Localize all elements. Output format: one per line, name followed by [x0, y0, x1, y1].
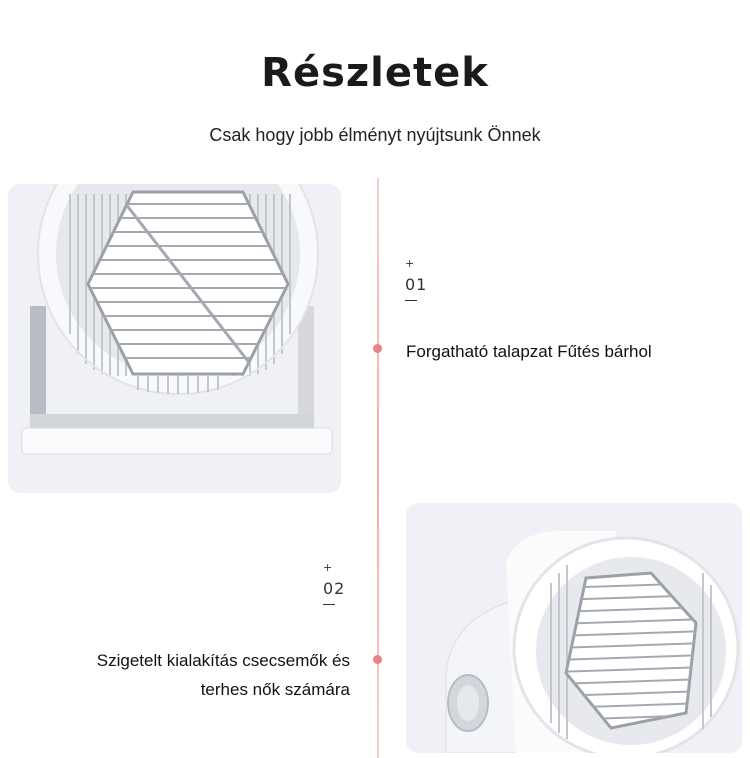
step-number: 02	[323, 579, 346, 598]
step-rule	[323, 604, 335, 605]
step-rule	[405, 300, 417, 301]
timeline-dot-1	[373, 344, 382, 353]
step-02	[323, 562, 345, 605]
feature-text-02-line-2: terhes nők számára	[200, 680, 350, 699]
page-subtitle: Csak hogy jobb élményt nyújtsunk Önnek	[209, 125, 541, 145]
feature-text-02	[20, 646, 350, 704]
step-plus-mark: +	[323, 561, 333, 574]
product-image-angled	[406, 503, 742, 753]
feature-text-02-line-1: Szigetelt kialakítás csecsemők és	[96, 651, 350, 670]
step-plus-mark: +	[405, 257, 415, 270]
feature-text-01: Forgatható talapzat Fűtés bárhol	[406, 342, 652, 361]
page-title: Részletek	[261, 50, 489, 96]
step-01	[405, 258, 427, 301]
step-number: 01	[405, 275, 428, 294]
timeline-dot-2	[373, 655, 382, 664]
timeline-divider	[377, 178, 379, 758]
product-image-front	[8, 184, 341, 493]
